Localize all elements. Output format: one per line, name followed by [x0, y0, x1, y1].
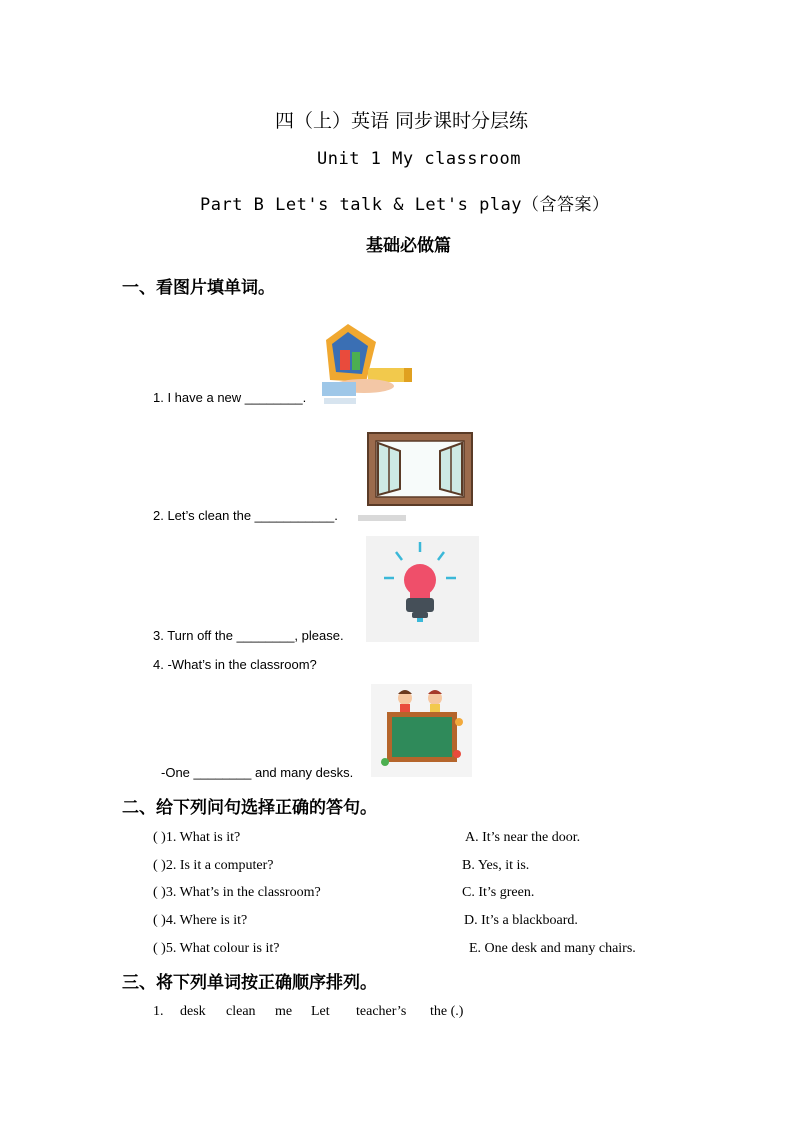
question-1: 1. I have a new ________. [153, 390, 307, 405]
level-title: 基础必做篇 [366, 236, 451, 256]
order-question-number: 1. [153, 1004, 164, 1019]
light-bulb-image [366, 536, 479, 642]
match-answer-b: B. Yes, it is. [462, 858, 530, 873]
question-3: 3. Turn off the ________, please. [153, 628, 344, 643]
section1-heading: 一、看图片填单词。 [122, 278, 275, 298]
match-question-5: ( )5. What colour is it? [153, 941, 280, 956]
section3-heading: 三、将下列单词按正确顺序排列。 [122, 973, 377, 993]
part-title: Part B Let's talk & Let's play（含答案） [200, 195, 610, 215]
order-word: clean [226, 1004, 256, 1019]
match-question-1: ( )1. What is it? [153, 830, 241, 845]
blackboard-image [371, 684, 472, 777]
match-question-2: ( )2. Is it a computer? [153, 858, 274, 873]
question-2: 2. Let’s clean the ___________. [153, 508, 338, 523]
match-answer-c: C. It’s green. [462, 885, 535, 900]
order-word: Let [311, 1004, 330, 1019]
unit-title: Unit 1 My classroom [317, 149, 521, 169]
doc-title: 四（上）英语 同步课时分层练 [275, 110, 529, 132]
question-4-line-a: 4. -What’s in the classroom? [153, 657, 317, 672]
watermark-strip [358, 515, 406, 521]
order-word: teacher’s [356, 1004, 407, 1019]
question-4-line-b: -One ________ and many desks. [161, 765, 354, 780]
match-answer-d: D. It’s a blackboard. [464, 913, 578, 928]
pencil-case-image [318, 320, 414, 406]
order-word: the (.) [430, 1004, 464, 1019]
section2-heading: 二、给下列问句选择正确的答句。 [122, 798, 377, 818]
order-word: desk [180, 1004, 206, 1019]
match-answer-a: A. It’s near the door. [465, 830, 581, 845]
window-image [366, 431, 476, 509]
order-word: me [275, 1004, 293, 1019]
match-question-4: ( )4. Where is it? [153, 913, 248, 928]
match-question-3: ( )3. What’s in the classroom? [153, 885, 321, 900]
match-answer-e: E. One desk and many chairs. [469, 941, 636, 956]
